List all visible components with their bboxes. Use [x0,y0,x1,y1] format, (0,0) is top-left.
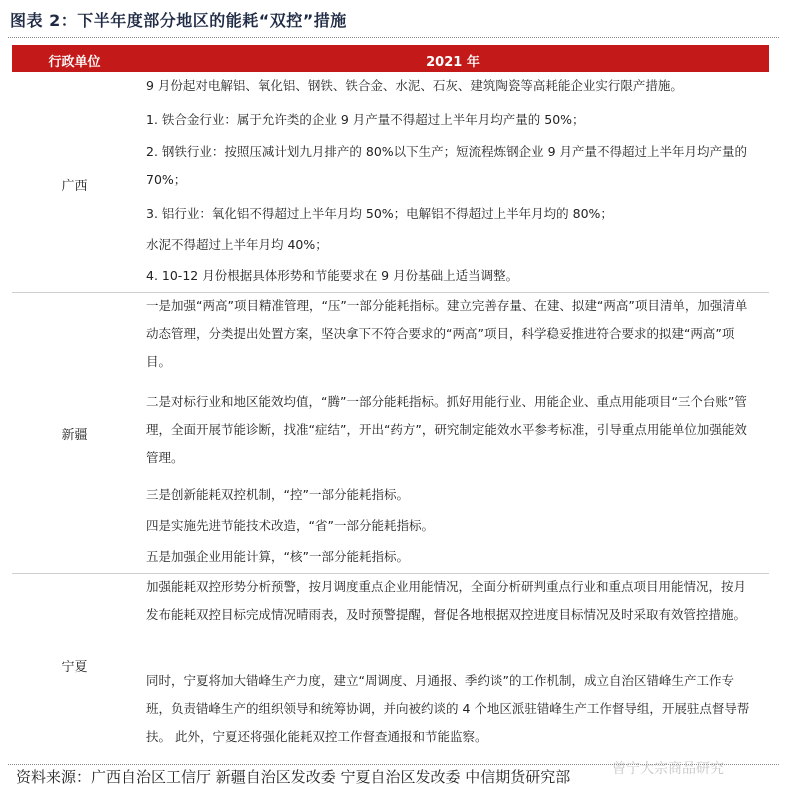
figure-title: 图表 2：下半年度部分地区的能耗“双控”措施 [10,11,347,30]
guangxi-para-1: 9 月份起对电解铝、氧化铝、钢铁、铁合金、水泥、石灰、建筑陶瓷等高耗能企业实行限产措施。 [146,78,683,93]
xinjiang-para-4: 四是实施先进节能技术改造，“省”一部分能耗指标。 [146,518,434,533]
header-region: 行政单位 [48,55,101,70]
ningxia-para-1: 加强能耗双控形势分析预警，按月调度重点企业用能情况，全面分析研判重点行业和重点项目用能情况，按月发布能耗双控目标完成情况晴雨表，及时预警提醒，督促各地根据双控进度目标情况及时采取有效管控措施。 [146,579,747,622]
region-ningxia: 宁夏 [61,660,88,675]
guangxi-para-5: 水泥不得超过上半年月均 40%； [146,237,328,252]
source-note: 资料来源：广西自治区工信厅 新疆自治区发改委 宁夏自治区发改委 中信期货研究部 [16,768,571,786]
xinjiang-para-5: 五是加强企业用能计算，“核”一部分能耗指标。 [146,549,409,564]
xinjiang-para-3: 三是创新能耗双控机制，“控”一部分能耗指标。 [146,487,409,502]
guangxi-para-3: 2. 钢铁行业：按照压减计划九月排产的 80%以下生产；短流程炼钢企业 9 月产量不得超过上半年月均产量的 70%； [146,144,748,187]
table-header [12,45,769,72]
header-year: 2021 年 [426,55,480,70]
region-guangxi: 广西 [61,179,88,194]
ningxia-para-2: 同时，宁夏将加大错峰生产力度，建立“周调度、月通报、季约谈”的工作机制，成立自治区错峰生产工作专班，负责错峰生产的组织领导和统筹协调，并向被约谈的 4 个地区派驻错峰生产工作督导组，开展驻点督导帮扶。 此外，宁夏还将强化能耗双控工作督查通报和节能监察。 [146,673,750,744]
region-xinjiang: 新疆 [61,428,88,443]
watermark-text: 曾宁大宗商品研究 [612,761,724,777]
xinjiang-para-2: 二是对标行业和地区能效均值，“腾”一部分能耗指标。抓好用能行业、用能企业、重点用能项目“三个台账”管理，全面开展节能诊断，找准“症结”，开出“药方”，研究制定能效水平参考标准，引导重点用能单位加强能效管理。 [146,394,747,465]
title-divider [8,37,779,38]
guangxi-para-2: 1. 铁合金行业：属于允许类的企业 9 月产量不得超过上半年月均产量的 50%； [146,112,585,127]
xinjiang-para-1: 一是加强“两高”项目精准管理，“压”一部分能耗指标。建立完善存量、在建、拟建“两高”项目清单，加强清单动态管理，分类提出处置方案，坚决拿下不符合要求的“两高”项目，科学稳妥推进符合要求的拟建“两高”项目。 [146,298,748,369]
guangxi-para-6: 4. 10-12 月份根据具体形势和节能要求在 9 月份基础上适当调整。 [146,268,519,283]
guangxi-para-4: 3. 铝行业：氧化铝不得超过上半年月均 50%；电解铝不得超过上半年月均的 80%； [146,206,613,221]
